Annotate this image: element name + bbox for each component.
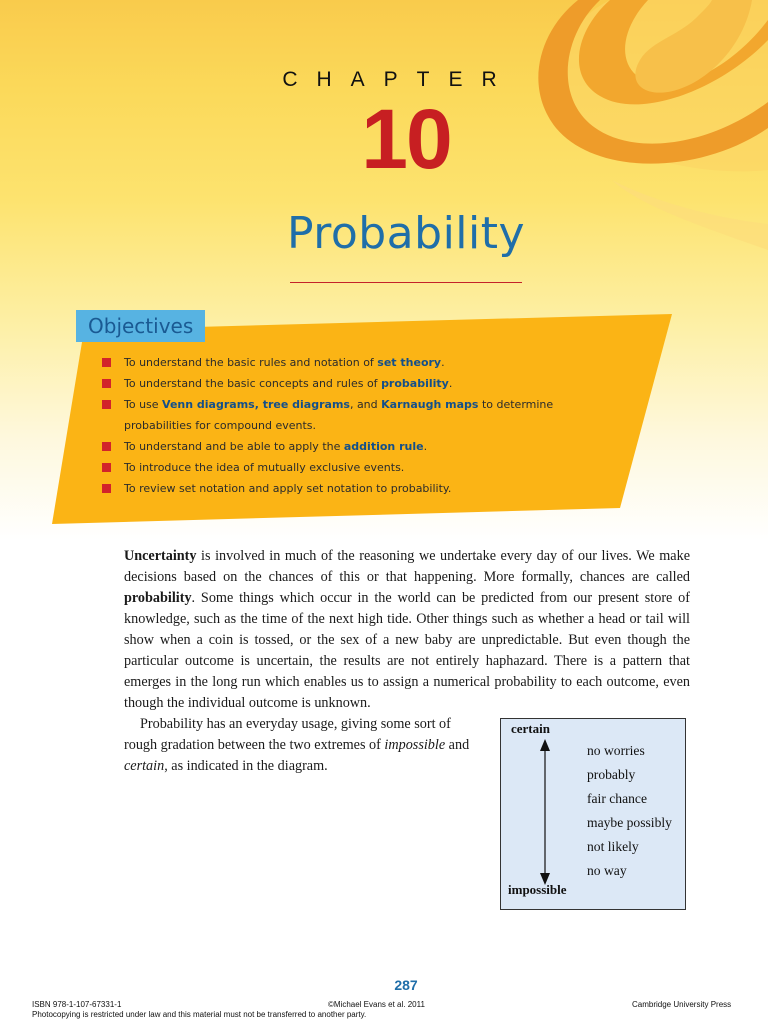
scale-item: no way	[587, 863, 627, 878]
gradation-paragraph: Probability has an everyday usage, giving some sort of rough gradation between the two extremes of impossible and certain, as indicated in the diagram.	[124, 716, 470, 774]
objectives-heading: Objectives	[76, 310, 205, 342]
title-divider	[290, 282, 522, 283]
footer-isbn: ISBN 978-1-107-67331-1	[32, 1000, 122, 1009]
bullet-square-icon	[102, 442, 111, 451]
footer-notice: Photocopying is restricted under law and this material must not be transferred to another party.	[32, 1010, 367, 1019]
intro-paragraph: Uncertainty is involved in much of the reasoning we undertake every day of our lives. We make decisions based on the chances of this or that happening. More formally, chances are called probability. Some things which occur in the world can be predicted from our present store of knowledge, such as the time of the next high tide. Other things such as whether a head or tail will show when a coin is tossed, or the sex of a new baby are unpredictable. But even though the particular outcome is uncertain, the results are not entirely haphazard. There is a pattern that emerges in the long run which enables us to assign a numerical probability to each outcome, even though the individual outcome is unknown.	[124, 548, 690, 711]
scale-item: maybe possibly	[587, 815, 672, 830]
scale-top-label: certain	[511, 721, 550, 736]
chapter-title: Probability	[286, 208, 526, 259]
term-uncertainty: Uncertainty	[124, 548, 197, 564]
objective-item: To understand and be able to apply the addition rule.	[100, 436, 660, 457]
objective-item: To understand the basic rules and notation of set theory.	[100, 352, 660, 373]
page-number: 287	[394, 977, 418, 993]
bullet-square-icon	[102, 358, 111, 367]
chapter-label: CHAPTER	[282, 68, 516, 91]
double-arrow-icon	[537, 739, 553, 885]
objective-item: To introduce the idea of mutually exclusive events.	[100, 457, 660, 478]
bullet-square-icon	[102, 484, 111, 493]
bullet-square-icon	[102, 400, 111, 409]
scale-items	[587, 739, 672, 883]
bullet-square-icon	[102, 379, 111, 388]
scale-item: fair chance	[587, 791, 647, 806]
objectives-list	[100, 352, 660, 499]
objective-item: To understand the basic concepts and rules of probability.	[100, 373, 660, 394]
scale-item: no worries	[587, 743, 645, 758]
objective-item: To review set notation and apply set notation to probability.	[100, 478, 660, 499]
probability-scale-diagram	[500, 718, 686, 910]
bullet-square-icon	[102, 463, 111, 472]
scale-bottom-label: impossible	[508, 882, 567, 897]
scale-item: not likely	[587, 839, 639, 854]
objective-item: To use Venn diagrams, tree diagrams, and Karnaugh maps to determine probabilities for compound events.	[100, 394, 660, 436]
term-probability: probability	[124, 590, 192, 606]
footer-copyright: ©Michael Evans et al. 2011	[328, 1000, 425, 1009]
chapter-number: 10	[361, 92, 451, 186]
footer-publisher: Cambridge University Press	[632, 1000, 732, 1009]
scale-item: probably	[587, 767, 636, 782]
